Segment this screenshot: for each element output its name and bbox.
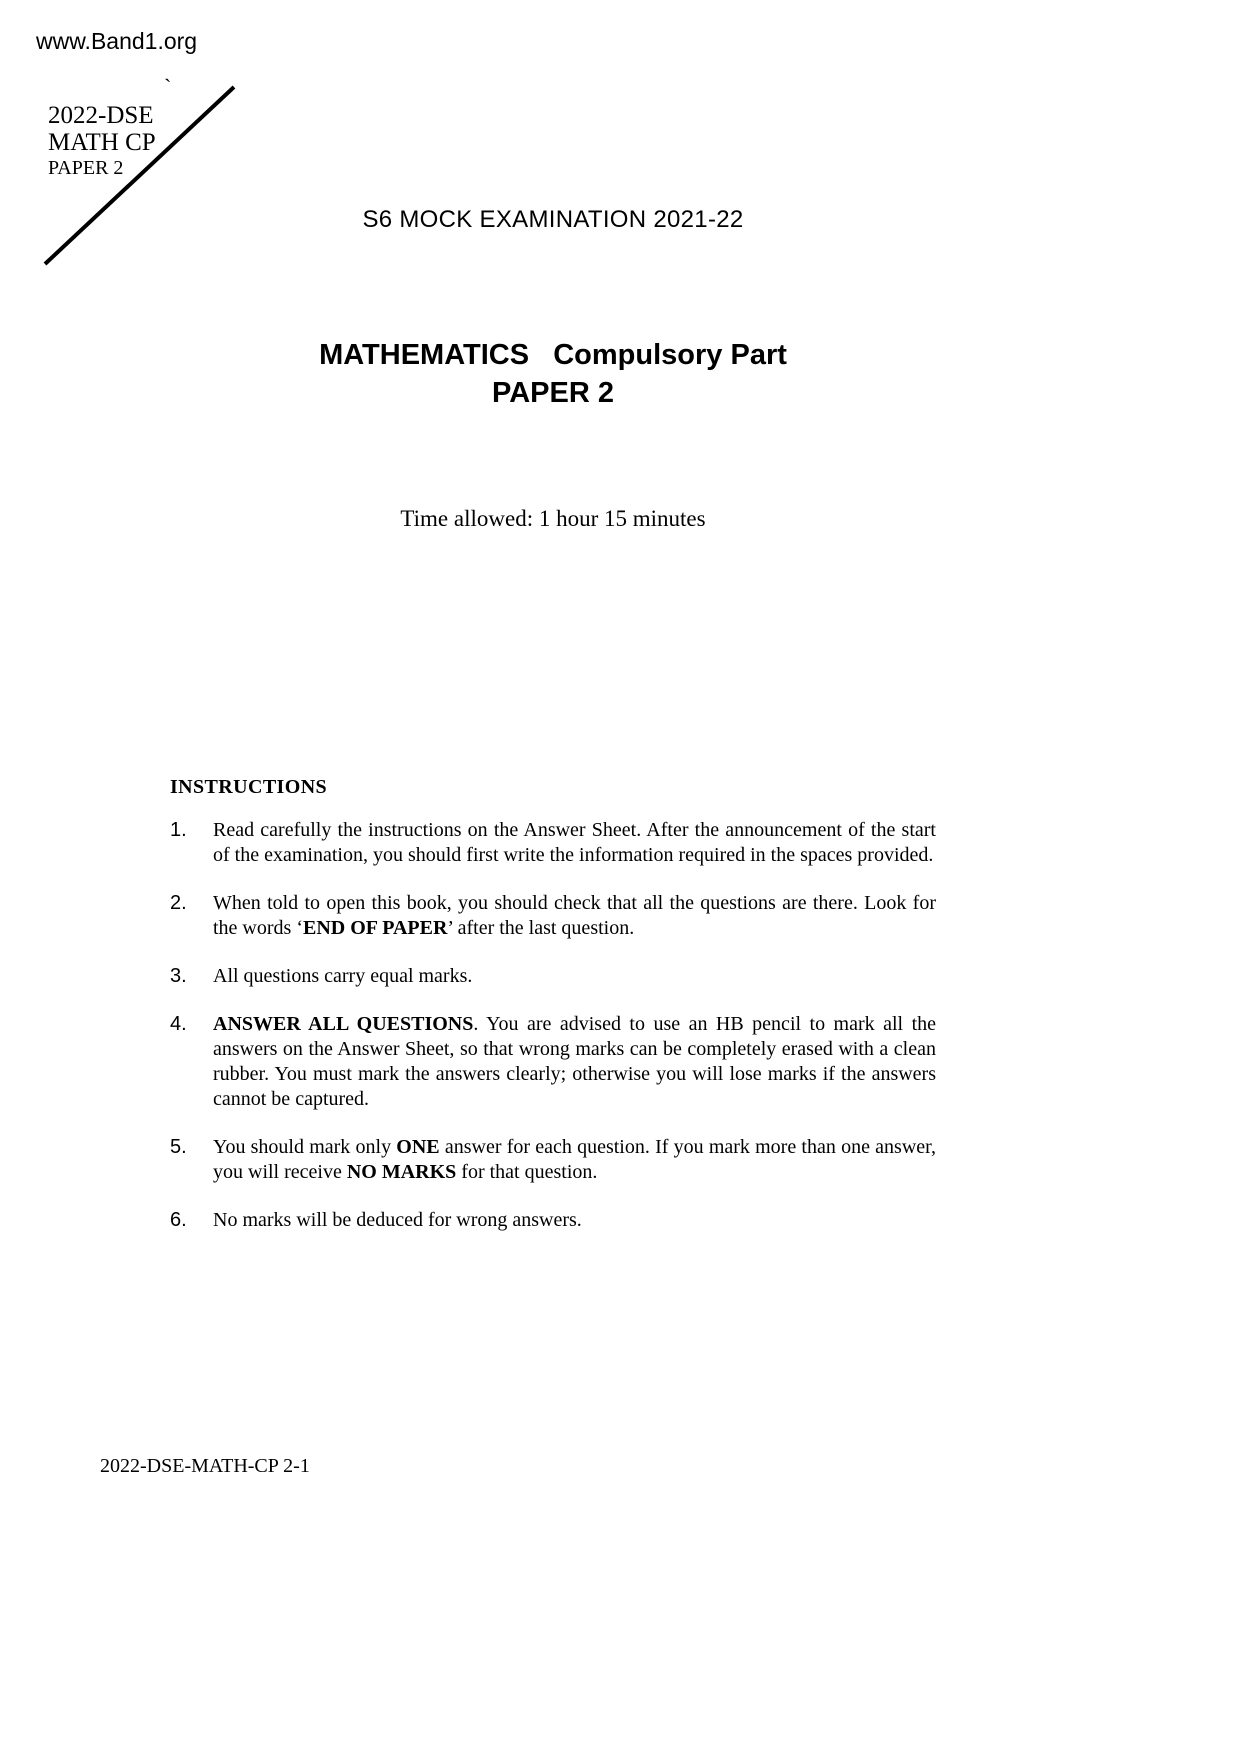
diagonal-strike-line [40, 80, 240, 270]
paper-title-line1: MATHEMATICS Compulsory Part [319, 339, 787, 371]
watermark-url: www.Band1.org [36, 28, 198, 54]
instruction-number: 2. [170, 892, 187, 914]
paper-code-paper: PAPER 2 [48, 157, 124, 179]
instruction-item [170, 964, 936, 989]
paper-title-line2: PAPER 2 [492, 377, 614, 409]
instruction-number: 6. [170, 1209, 187, 1231]
instructions-heading: INSTRUCTIONS [170, 776, 328, 798]
instruction-number: 1. [170, 819, 187, 841]
paper-title-block [0, 336, 1106, 412]
instruction-item [170, 891, 936, 941]
instruction-item [170, 1208, 936, 1233]
instruction-text: No marks will be deduced for wrong answers. [213, 1209, 582, 1231]
exam-session-title: S6 MOCK EXAMINATION 2021-22 [362, 206, 744, 233]
instruction-text: ANSWER ALL QUESTIONS. You are advised to use an HB pencil to mark all the answers on the Answer Sheet, so that wrong marks can be completely erased with a clean rubber. You must mark the answers clearly; otherwise you will lose marks if the answers cannot be captured. [213, 1013, 936, 1110]
instruction-item [170, 1012, 936, 1112]
instruction-number: 5. [170, 1136, 187, 1158]
instructions-list [170, 818, 936, 1256]
instruction-number: 4. [170, 1013, 187, 1035]
paper-code-year: 2022-DSE [48, 102, 154, 129]
paper-code-subject: MATH CP [48, 129, 156, 156]
instruction-text: When told to open this book, you should check that all the questions are there. Look for the words ‘END OF PAPER’ after the last question. [213, 892, 936, 939]
instruction-item [170, 1135, 936, 1185]
time-allowed-text: Time allowed: 1 hour 15 minutes [400, 506, 706, 531]
instruction-text: Read carefully the instructions on the Answer Sheet. After the announcement of the start of the examination, you should first write the information required in the spaces provided. [213, 819, 936, 866]
page-footer-code: 2022-DSE-MATH-CP 2-1 [100, 1455, 310, 1477]
stray-tick-mark: ` [164, 74, 172, 99]
instruction-item [170, 818, 936, 868]
instruction-text: You should mark only ONE answer for each question. If you mark more than one answer, you will receive NO MARKS for that question. [213, 1136, 937, 1183]
instruction-number: 3. [170, 965, 187, 987]
instruction-text: All questions carry equal marks. [213, 965, 473, 987]
